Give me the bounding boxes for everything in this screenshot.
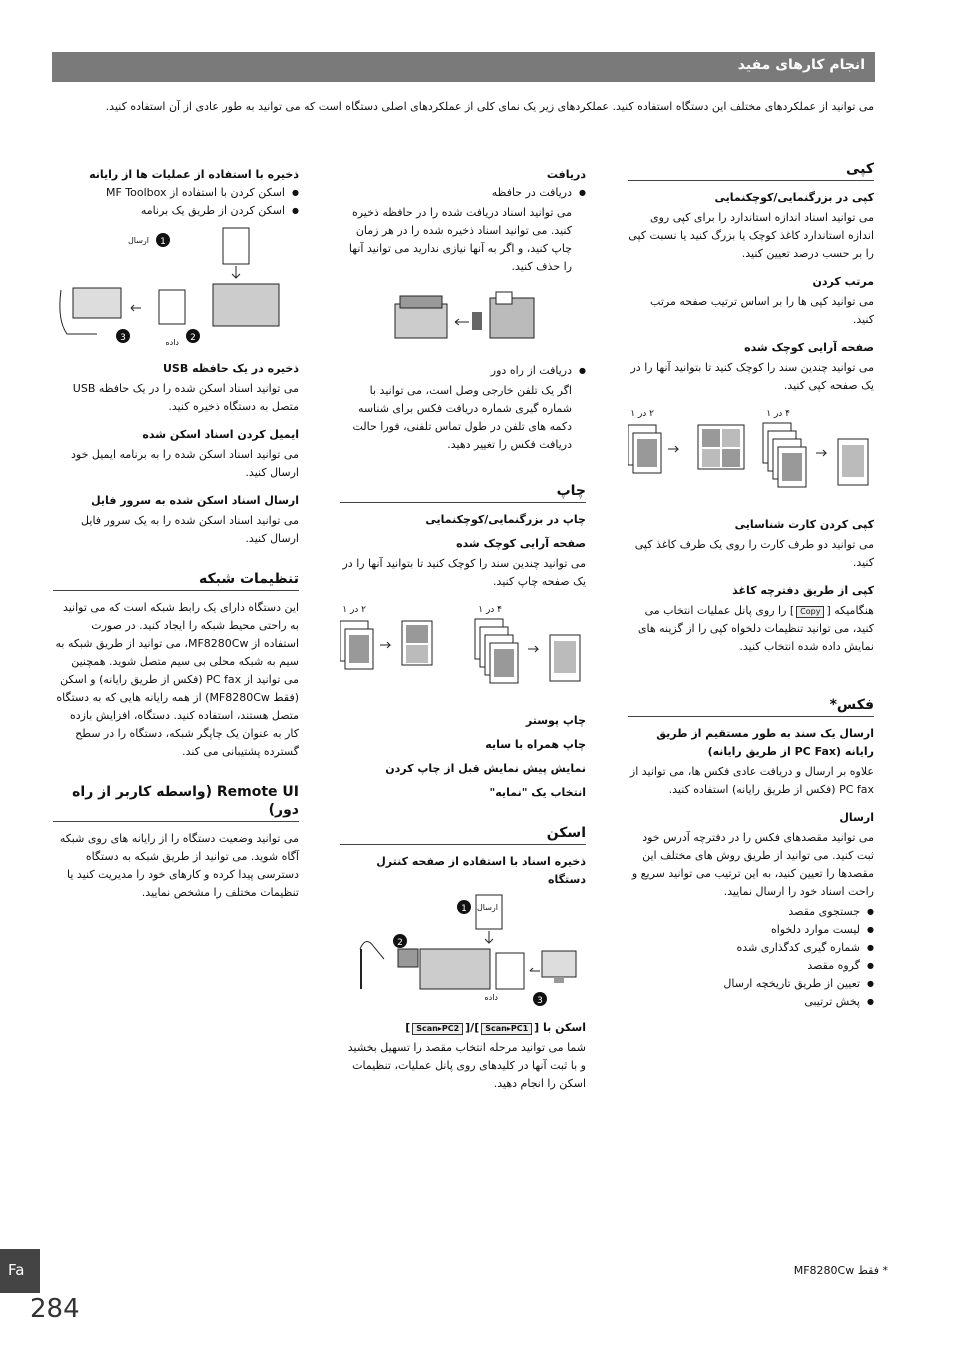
scan-panel-title: ذخیره اسناد با استفاده از صفحه کنترل دستگاه [376, 855, 586, 886]
copy-id-text: می توانید دو طرف کارت را روی یک طرف کاغذ کپی کنید. [634, 538, 874, 569]
mftoolbox-bullet-2: ● اسکن کردن از طریق یک برنامه [53, 202, 299, 220]
label-data: داده [165, 338, 179, 347]
header-banner [52, 52, 875, 82]
receive-remote-text: اگر یک تلفن خارجی وصل است، می توانید با شماره گیری شماره دریافت فکس برای شناسه دکمه های تلفن در طول تماس تلفنی، فورا حالت دریافت فکس را تغییر دهید. [352, 384, 572, 451]
list-item: ● لیست موارد دلخواه [628, 921, 860, 939]
copy-id-title: کپی کردن کارت شناسایی [734, 518, 874, 531]
svg-text:3: 3 [537, 996, 543, 1006]
print-poster-title: چاپ پوستر [525, 714, 586, 727]
print-watermark-title: چاپ همراه با سایه [485, 738, 586, 751]
print-layout-illustration [340, 601, 586, 706]
copy-paper-title: کپی از طریق دفترچه کاغذ [732, 584, 874, 597]
section-title-network: تنظیمات شبکه [53, 570, 299, 591]
list-item: ● تعیین از طریق تاریخچه ارسال [628, 975, 860, 993]
fax-pcfax-title: ارسال یک سند به طور مستقیم از طریق رایانه (PC Fax از طریق رایانه) [656, 727, 874, 758]
fileserver-title: ارسال اسناد اسکن شده به سرور فایل [91, 494, 299, 507]
print-enlarge-title: چاپ در بزرگنمایی/کوچکنمایی [425, 513, 586, 526]
mftoolbox-illustration [53, 224, 299, 354]
intro-text: می توانید از عملکردهای مختلف این دستگاه استفاده کنید. عملکردهای زیر یک نمای کلی از عملکردهای اصلی دستگاه است که می توانید به طور عادی از آن استفاده کنید. [105, 100, 874, 113]
svg-text:2: 2 [190, 333, 196, 343]
section-title-remote-ui: Remote UI (واسطه کاربر از راه دور) [53, 783, 299, 822]
mftoolbox-bullet-1: ● اسکن کردن با استفاده از MF Toolbox [53, 184, 299, 202]
label-2in1: ۲ در ۱ [342, 605, 366, 615]
scan-panel-illustration [340, 889, 586, 1013]
receive-remote-title: ● دریافت از راه دور [340, 362, 586, 380]
scanpc-text: شما می توانید مرحله انتخاب مقصد را تسهیل بخشید و با ثبت آنها در کلیدهای روی پانل عملیات، تنظیمات اسکن را انجام دهید. [347, 1041, 586, 1090]
copy-collate-title: مرتب کردن [812, 275, 874, 288]
label-4in1: ۴ در ۱ [478, 605, 502, 615]
section-title-print: چاپ [340, 482, 586, 503]
scan-diagram [340, 889, 586, 1013]
label-2in1: ۲ در ۱ [630, 409, 654, 419]
label-send: ارسال [127, 236, 149, 245]
fileserver-text: می توانید اسناد اسکن شده را به یک سرور فایل ارسال کنید. [81, 514, 299, 545]
scanpc-title [340, 1019, 586, 1037]
print-profile-title: انتخاب یک "نمایه" [489, 786, 586, 799]
receive-mem-text: می توانید اسناد دریافت شده را در حافظه ذخیره کنید. می توانید اسناد ذخیره شده را در هر زمان چاپ کنید، و اگر به آنها نیازی ندارید می توانید آنها را حذف کنید. [348, 206, 572, 273]
scanpc-label: اسکن با [ [534, 1021, 586, 1034]
usb-text: می توانید اسناد اسکن شده را در یک حافظه USB متصل به دستگاه ذخیره کنید. [72, 382, 299, 413]
email-title: ایمیل کردن اسناد اسکن شده [142, 428, 299, 441]
section-title-copy: کپی [628, 160, 874, 181]
page-title: انجام کارهای مفید [737, 57, 865, 73]
email-text: می توانید اسناد اسکن شده را به برنامه ایمیل خود ارسال کنید. [71, 448, 299, 479]
list-item: ● جستجوی مقصد [628, 903, 860, 921]
language-tab [0, 1249, 40, 1293]
fax-receive-illustration [340, 286, 586, 356]
section-title-scan: اسکن [340, 824, 586, 845]
copy-key: Copy [796, 606, 824, 618]
label-send: ارسال [476, 903, 498, 912]
copy-paper-text-2: ] را روی پانل عملیات انتخاب می کنید، می توانید تنظیمات دلخواه کپی را از گزینه های نمایش داده شده انتخاب کنید. [637, 604, 874, 653]
copy-collate-text: می توانید کپی ها را بر اساس ترتیب صفحه مرتب کنید. [650, 295, 874, 326]
print-reduce-text: می توانید چندین سند را کوچک کنید تا بتوانید آنها را در یک صفحه چاپ کنید. [342, 557, 586, 588]
svg-text:1: 1 [160, 237, 166, 247]
network-text: این دستگاه دارای یک رابط شبکه است که می توانید به راحتی محیط شبکه را ایجاد کنید. در صورت استفاده از MF8280Cw، می توانید از طریق شبکه به سیم به شبکه محلی بی سیم متصل شوید. همچنین می توانید از PC fax (فکس از طریق رایانه) و اسکن (فقط MF8280Cw) از همه رایانه هایی که به دستگاه متصل هستند، استفاده کنید. دستگاه، افزایش بازده کار به عنوان یک چاپگر شبکه، دستگاه را در سطح گسترده پشتیبانی می کند. [55, 601, 299, 758]
footnote: * فقط MF8280Cw [793, 1264, 888, 1277]
usb-title: ذخیره در یک حافظه USB [163, 362, 299, 375]
column-scan-network [53, 160, 299, 912]
copy-layout-illustration [628, 405, 874, 510]
print-reduce-title: صفحه آرایی کوچک شده [456, 537, 586, 550]
copy-enlarge-text: می توانید اسناد اندازه استاندارد را برای کپی روی اندازه استاندارد کاغذ کوچک یا بزرگ کنید یا نسبت کپی را بر حسب درصد تعیین کنید. [628, 211, 874, 260]
label-4in1: ۴ در ۱ [766, 409, 790, 419]
column-copy-fax [628, 160, 874, 1011]
print-preview-title: نمایش پیش نمایش قبل از چاپ کردن [385, 762, 586, 775]
copy-enlarge-title: کپی در بزرگنمایی/کوچکنمایی [714, 191, 874, 204]
list-item: ● شماره گیری کدگذاری شده [628, 939, 860, 957]
mftoolbox-title: ذخیره با استفاده از عملیات ها از رایانه [89, 168, 299, 181]
fax-send-title: ارسال [839, 811, 874, 824]
scanpc-key-2: Scan▸PC2 [412, 1023, 463, 1035]
list-item: ● پخش ترتیبی [628, 993, 860, 1011]
remote-ui-text: می توانید وضعیت دستگاه را از رایانه های روی شبکه آگاه شوید. می توانید از طریق شبکه به دستگاه دسترسی پیدا کرده و کارهای خود را مدیریت کنید یا تنظیمات مختلف را مشخص نمایید. [59, 832, 299, 899]
copy-reduce-title: صفحه آرایی کوچک شده [744, 341, 874, 354]
scanpc-key-1: Scan▸PC1 [481, 1023, 532, 1035]
section-title-fax: فکس* [628, 696, 874, 717]
fax-send-list [628, 903, 874, 1011]
receive-title: دریافت [546, 168, 586, 181]
svg-text:1: 1 [461, 904, 467, 914]
copy-reduce-text: می توانید چندین سند را کوچک کنید تا بتوانید آنها را در یک صفحه کپی کنید. [630, 361, 874, 392]
label-data: داده [484, 993, 498, 1002]
fax-send-text: می توانید مقصدهای فکس را در دفترچه آدرس خود ثبت کنید. می توانید از طریق روش های مختلف این مقصدها را تعیین کنید، به این ترتیب می توانید سریع و راحت اسناد خود را ارسال نمایید. [631, 831, 874, 898]
page-number: 284 [30, 1294, 80, 1324]
copy-paper-text-1: هنگامیکه [ [826, 604, 874, 617]
copy-paper-text [628, 602, 874, 656]
fax-pcfax-text: علاوه بر ارسال و دریافت عادی فکس ها، می توانید از PC fax (فکس از طریق رایانه) استفاده کنید. [629, 765, 874, 796]
svg-text:2: 2 [397, 938, 403, 948]
scanpc-sep: ]/[ [465, 1021, 480, 1034]
svg-text:3: 3 [120, 333, 126, 343]
layout-diagram [340, 615, 586, 705]
layout-diagram [628, 419, 874, 509]
scanpc-end: ] [405, 1021, 411, 1034]
language-label: Fa [8, 1261, 25, 1279]
column-receive-print-scan [340, 160, 586, 1103]
receive-mem-title: ● دریافت در حافظه [340, 184, 586, 202]
list-item: ● گروه مقصد [628, 957, 860, 975]
